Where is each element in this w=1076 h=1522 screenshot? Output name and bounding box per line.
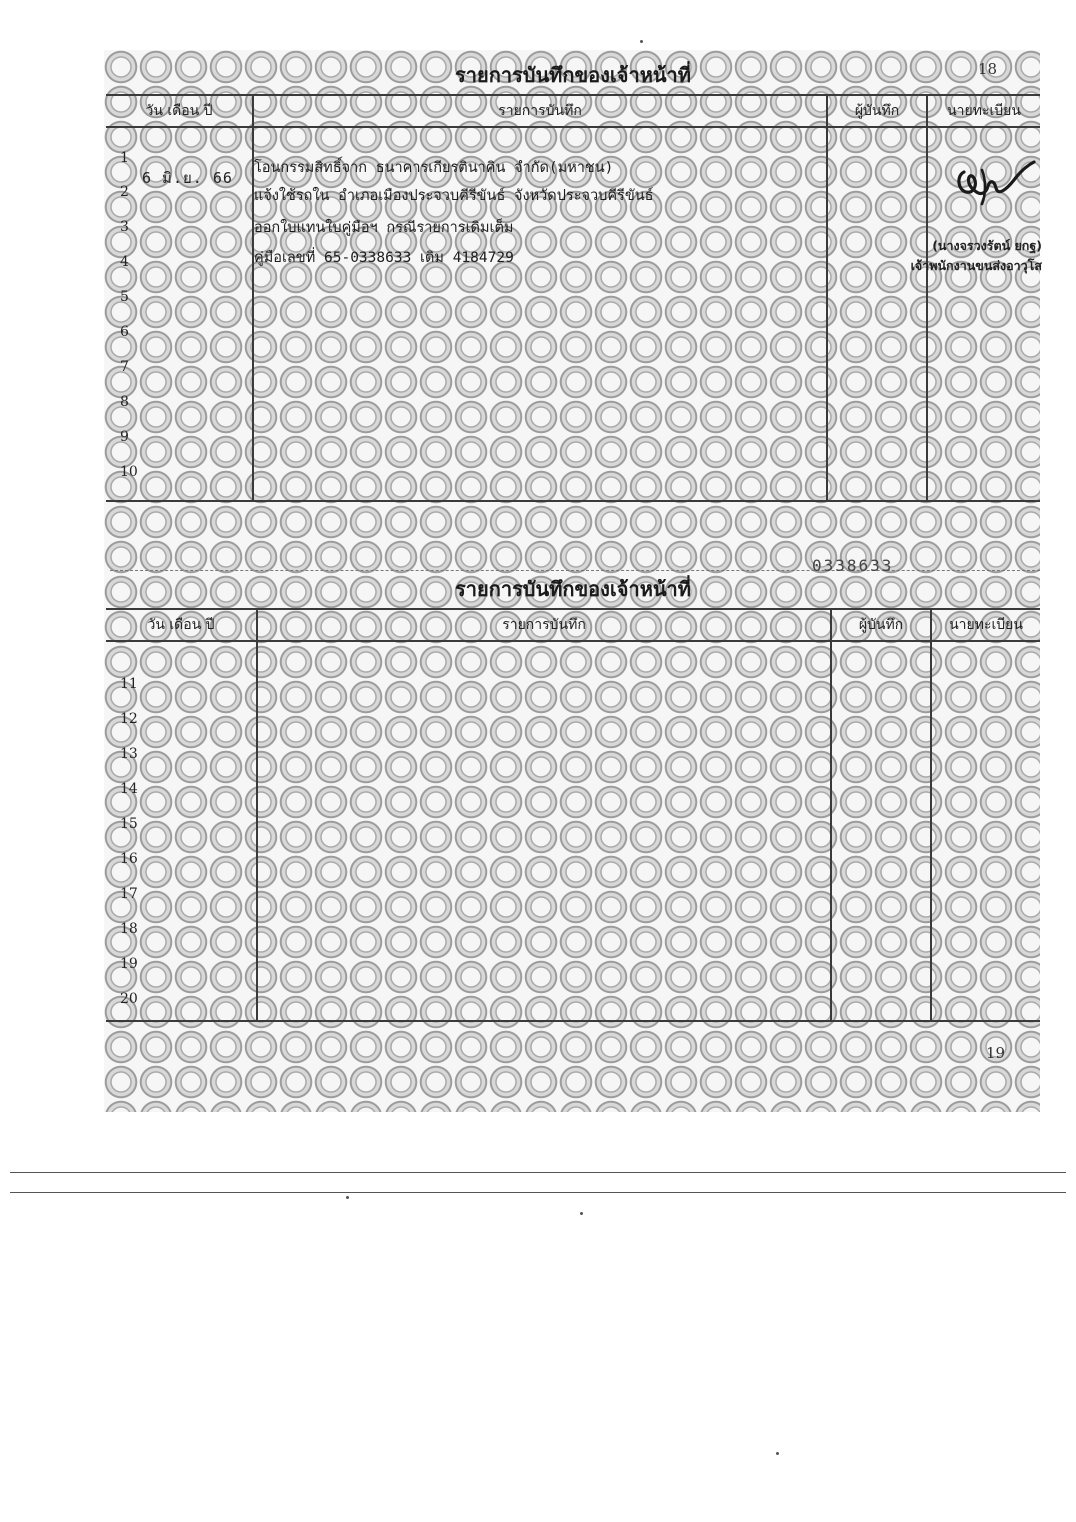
entry-line: คู่มือเลขที่ 65-0338633 เดิม 4184729 — [254, 250, 514, 266]
page-number: 19 — [986, 1044, 1006, 1062]
registrar-stamp-name: (นางจรวงรัตน์ ยกฐ) — [932, 238, 1042, 253]
row-number: 8 — [120, 394, 129, 410]
ledger-grid — [106, 94, 1040, 502]
row-number: 13 — [120, 746, 138, 762]
serial-number: 0338633 — [812, 556, 894, 575]
page-separator — [110, 570, 1040, 571]
row-number: 5 — [120, 289, 129, 305]
ledger-grid — [106, 608, 1040, 1022]
scan-speck — [776, 1452, 779, 1455]
header-recorder: ผู้บันทึก — [854, 103, 900, 119]
row-number: 6 — [120, 324, 129, 340]
column-divider — [926, 96, 928, 500]
row-number: 9 — [120, 429, 129, 445]
scan-speck — [580, 1212, 583, 1215]
entry-line: ออกใบแทนใบคู่มือฯ กรณีรายการเดิมเต็ม — [254, 220, 514, 236]
signature-image — [942, 150, 1040, 220]
header-date: วัน เดือน ปี — [145, 103, 213, 119]
page-number: 18 — [978, 60, 998, 78]
ledger-page-19 — [106, 572, 1040, 1062]
row-number: 7 — [120, 359, 129, 375]
scan-fold-line — [10, 1192, 1066, 1193]
entry-line: โอนกรรมสิทธิ์จาก ธนาคารเกียรตินาคิน จำกัด(มหาชน) — [254, 160, 614, 176]
row-number: 20 — [120, 991, 138, 1007]
header-registrar: นายทะเบียน — [947, 103, 1021, 119]
entry-date: 6 มิ.ย. 66 — [142, 169, 233, 187]
header-divider — [106, 640, 1040, 642]
row-number: 11 — [120, 676, 138, 692]
row-number: 16 — [120, 851, 138, 867]
column-divider — [830, 610, 832, 1020]
header-entry: รายการบันทึก — [502, 617, 586, 633]
row-number: 18 — [120, 921, 138, 937]
row-number: 4 — [120, 254, 129, 270]
ledger-title: รายการบันทึกของเจ้าหน้าที่ — [455, 63, 691, 87]
row-number: 12 — [120, 711, 138, 727]
scan-speck — [346, 1196, 349, 1199]
registrar-stamp-title: เจ้าพนักงานขนส่งอาวุโส — [910, 258, 1042, 273]
header-entry: รายการบันทึก — [498, 103, 582, 119]
row-number: 10 — [120, 464, 138, 480]
header-recorder: ผู้บันทึก — [858, 617, 904, 633]
row-number: 1 — [120, 150, 129, 166]
ledger-title: รายการบันทึกของเจ้าหน้าที่ — [455, 577, 691, 601]
ledger-page-18 — [106, 58, 1040, 508]
header-registrar: นายทะเบียน — [949, 617, 1023, 633]
row-number: 14 — [120, 781, 138, 797]
scan-speck — [640, 40, 643, 43]
scan-fold-line — [10, 1172, 1066, 1173]
row-number: 15 — [120, 816, 138, 832]
column-divider — [826, 96, 828, 500]
header-divider — [106, 126, 1040, 128]
row-number: 19 — [120, 956, 138, 972]
column-divider — [256, 610, 258, 1020]
row-number: 17 — [120, 886, 138, 902]
row-number: 2 — [120, 184, 129, 200]
entry-line: แจ้งใช้รถใน อำเภอเมืองประจวบคีรีขันธ์ จังหวัดประจวบคีรีขันธ์ — [254, 188, 654, 204]
header-date: วัน เดือน ปี — [147, 617, 215, 633]
column-divider — [930, 610, 932, 1020]
row-number: 3 — [120, 219, 129, 235]
